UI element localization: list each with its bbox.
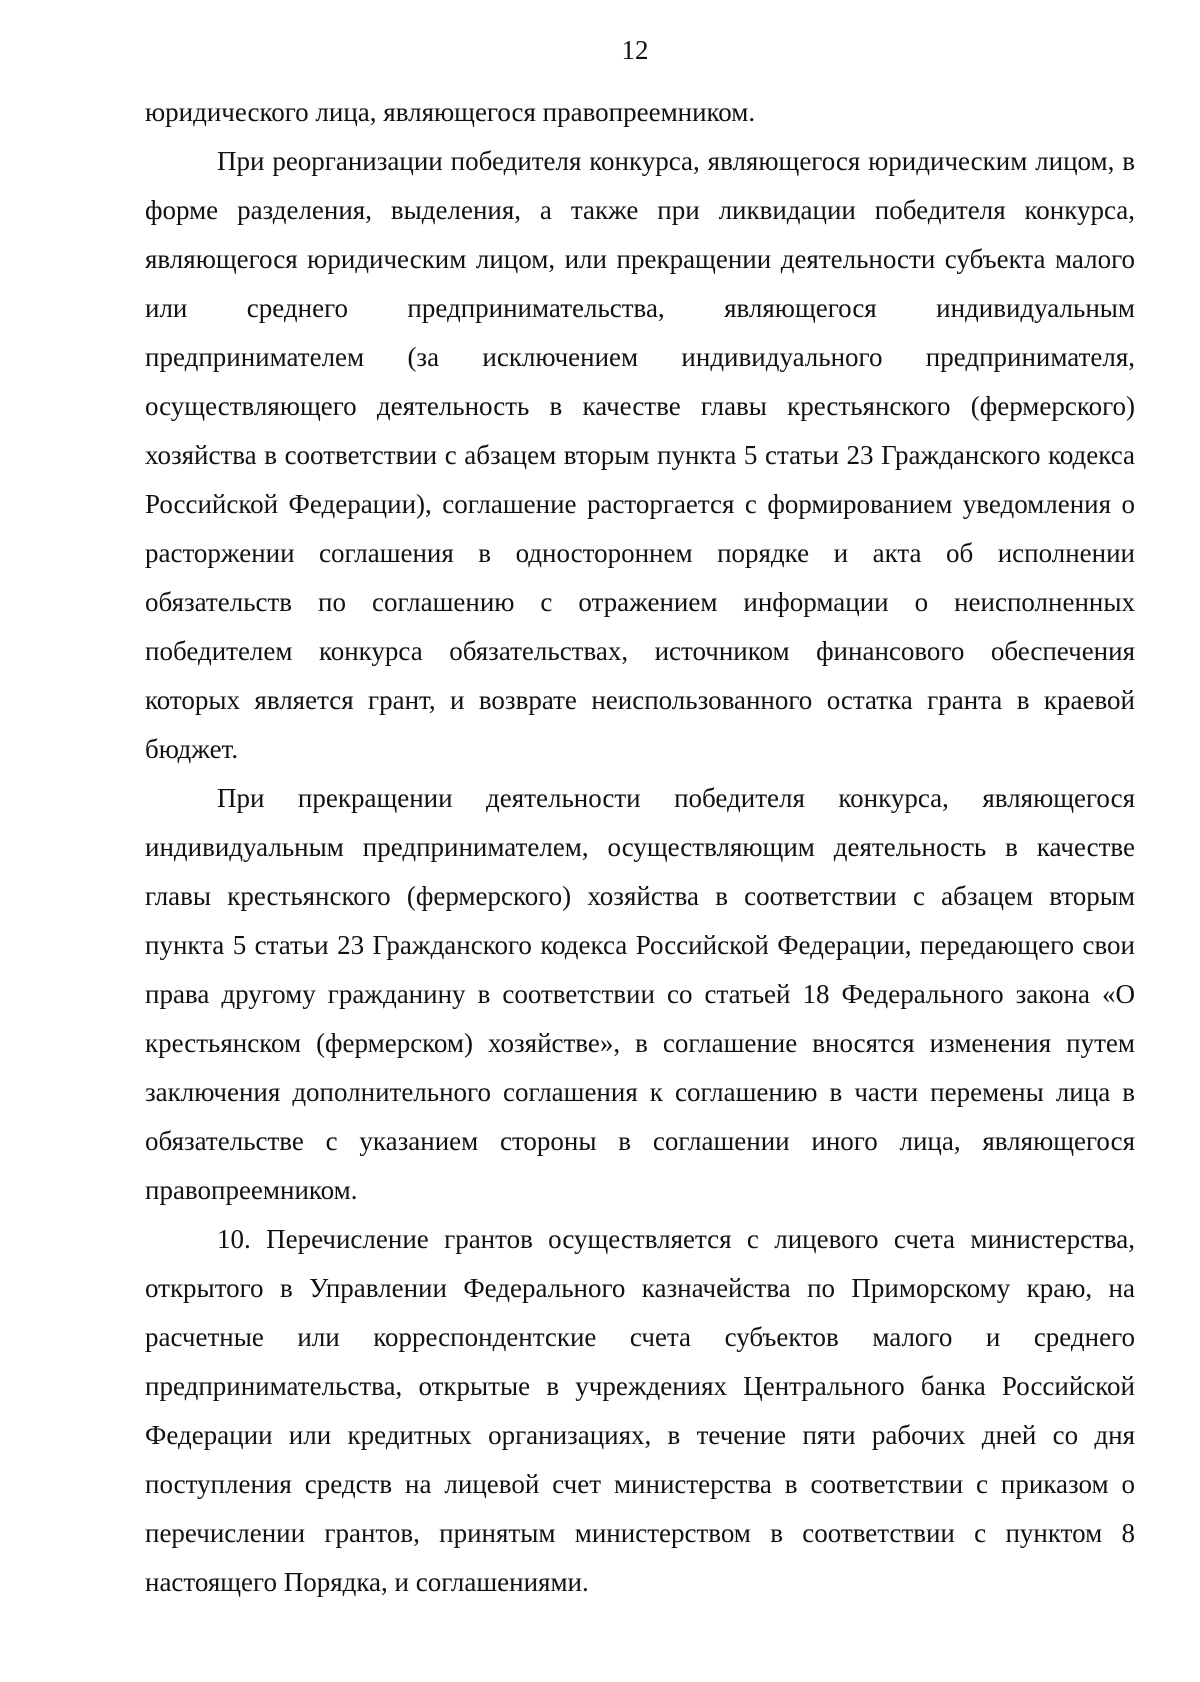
paragraph-reorganization: При реорганизации победителя конкурса, являющегося юридическим лицом, в форме разделения, выделения, а также при ликвидации победителя конкурса, являющегося юридическим лицом, или прекращении деятельности субъекта малого или среднего предпринимательства, являющегося индивидуальным предпринимателем (за исключением индивидуального предпринимателя, осуществляющего деятельность в качестве главы крестьянского (фермерского) хозяйства в соответствии с абзацем вторым пункта 5 статьи 23 Гражданского кодекса Российской Федерации), соглашение расторгается с формированием уведомления о расторжении соглашения в одностороннем порядке и акта об исполнении обязательств по соглашению с отражением информации о неисполненных победителем конкурса обязательствах, источником финансового обеспечения которых является грант, и возврате неиспользованного остатка гранта в краевой бюджет.	[145, 146, 1135, 764]
paragraph-continuation: юридического лица, являющегося правопреемником.	[145, 97, 756, 127]
paragraph-grant-transfer: 10. Перечисление грантов осуществляется с лицевого счета министерства, открытого в Управлении Федерального казначейства по Приморскому краю, на расчетные или корреспондентские счета субъектов малого и среднего предпринимательства, открытые в учреждениях Центрального банка Российской Федерации или кредитных организациях, в течение пяти рабочих дней со дня поступления средств на лицевой счет министерства в соответствии с приказом о перечислении грантов, принятым министерством в соответствии с пунктом 8 настоящего Порядка, и соглашениями.	[145, 1224, 1135, 1597]
paragraph-termination: При прекращении деятельности победителя конкурса, являющегося индивидуальным предпринимателем, осуществляющим деятельность в качестве главы крестьянского (фермерского) хозяйства в соответствии с абзацем вторым пункта 5 статьи 23 Гражданского кодекса Российской Федерации, передающего свои права другому гражданину в соответствии со статьей 18 Федерального закона «О крестьянском (фермерском) хозяйстве», в соглашение вносятся изменения путем заключения дополнительного соглашения к соглашению в части перемены лица в обязательстве с указанием стороны в соглашении иного лица, являющегося правопреемником.	[145, 783, 1135, 1205]
page-number: 12	[621, 35, 649, 65]
document-body	[145, 88, 1135, 1607]
